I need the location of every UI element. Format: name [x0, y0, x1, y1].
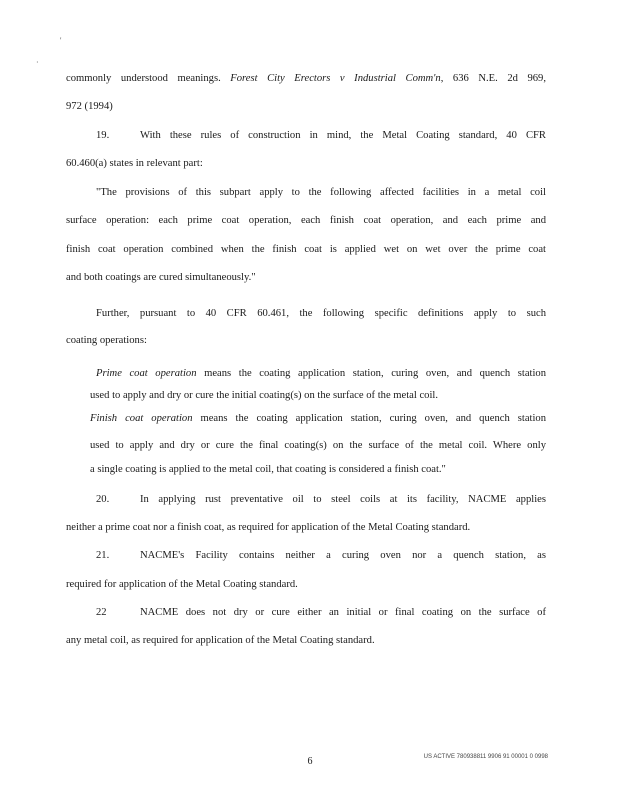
footer-document-id: US ACTIVE 780938811 9906 91 00001 0 0998	[423, 754, 548, 760]
paragraph-number: 21.	[96, 550, 110, 561]
paragraph-22-line-1: 22 NACME does not dry or cure either an initial or final coating on the surface of	[96, 607, 546, 618]
paragraph-number: 22	[96, 607, 107, 618]
quote-line-4: and both coatings are cured simultaneously."	[66, 272, 256, 283]
paragraph-20-line-1: 20. In applying rust preventative oil to steel coils at its facility, NACME applies	[96, 494, 546, 505]
definition-finish-line-3: a single coating is applied to the metal coil, that coating is considered a finish coat."	[90, 464, 446, 475]
body-line-1: commonly understood meanings. Forest City Erectors v Industrial Comm'n, 636 N.E. 2d 969,	[66, 73, 546, 84]
quote-line-2: surface operation: each prime coat operation, each finish coat operation, and each prime and	[66, 215, 546, 226]
body-line-2: 972 (1994)	[66, 101, 113, 112]
paragraph-number: 20.	[96, 494, 110, 505]
term-finish-coat: Finish coat operation	[90, 413, 193, 424]
definition-finish-line-1: Finish coat operation means the coating application station, curing oven, and quench station	[90, 413, 546, 424]
further-line-1: Further, pursuant to 40 CFR 60.461, the following specific definitions apply to such	[96, 308, 546, 319]
term-prime-coat: Prime coat operation	[96, 368, 197, 379]
paragraph-20-line-2: neither a prime coat nor a finish coat, as required for application of the Metal Coating standard.	[66, 522, 471, 533]
paragraph-22-line-2: any metal coil, as required for application of the Metal Coating standard.	[66, 635, 375, 646]
paragraph-21-line-2: required for application of the Metal Coating standard.	[66, 579, 298, 590]
scan-mark-top: '	[60, 36, 62, 45]
page-number: 6	[307, 756, 313, 767]
further-line-2: coating operations:	[66, 335, 147, 346]
case-citation: Forest City Erectors v Industrial Comm'n	[230, 73, 441, 84]
paragraph-number: 19.	[96, 130, 110, 141]
paragraph-19-line-2: 60.460(a) states in relevant part:	[66, 158, 203, 169]
quote-line-3: finish coat operation combined when the finish coat is applied wet on wet over the prime coat	[66, 244, 546, 255]
paragraph-21-line-1: 21. NACME's Facility contains neither a curing oven nor a quench station, as	[96, 550, 546, 561]
paragraph-19-line-1: 19. With these rules of construction in mind, the Metal Coating standard, 40 CFR	[96, 130, 546, 141]
quote-line-1: "The provisions of this subpart apply to the following affected facilities in a metal coil	[96, 187, 546, 198]
definition-prime-line-2: used to apply and dry or cure the initial coating(s) on the surface of the metal coil.	[90, 390, 439, 401]
definition-prime-line-1: Prime coat operation means the coating application station, curing oven, and quench station	[96, 368, 547, 379]
scan-mark-left: ·	[36, 58, 39, 67]
definition-finish-line-2: used to apply and dry or cure the final coating(s) on the surface of the metal coil. Where only	[90, 440, 546, 451]
